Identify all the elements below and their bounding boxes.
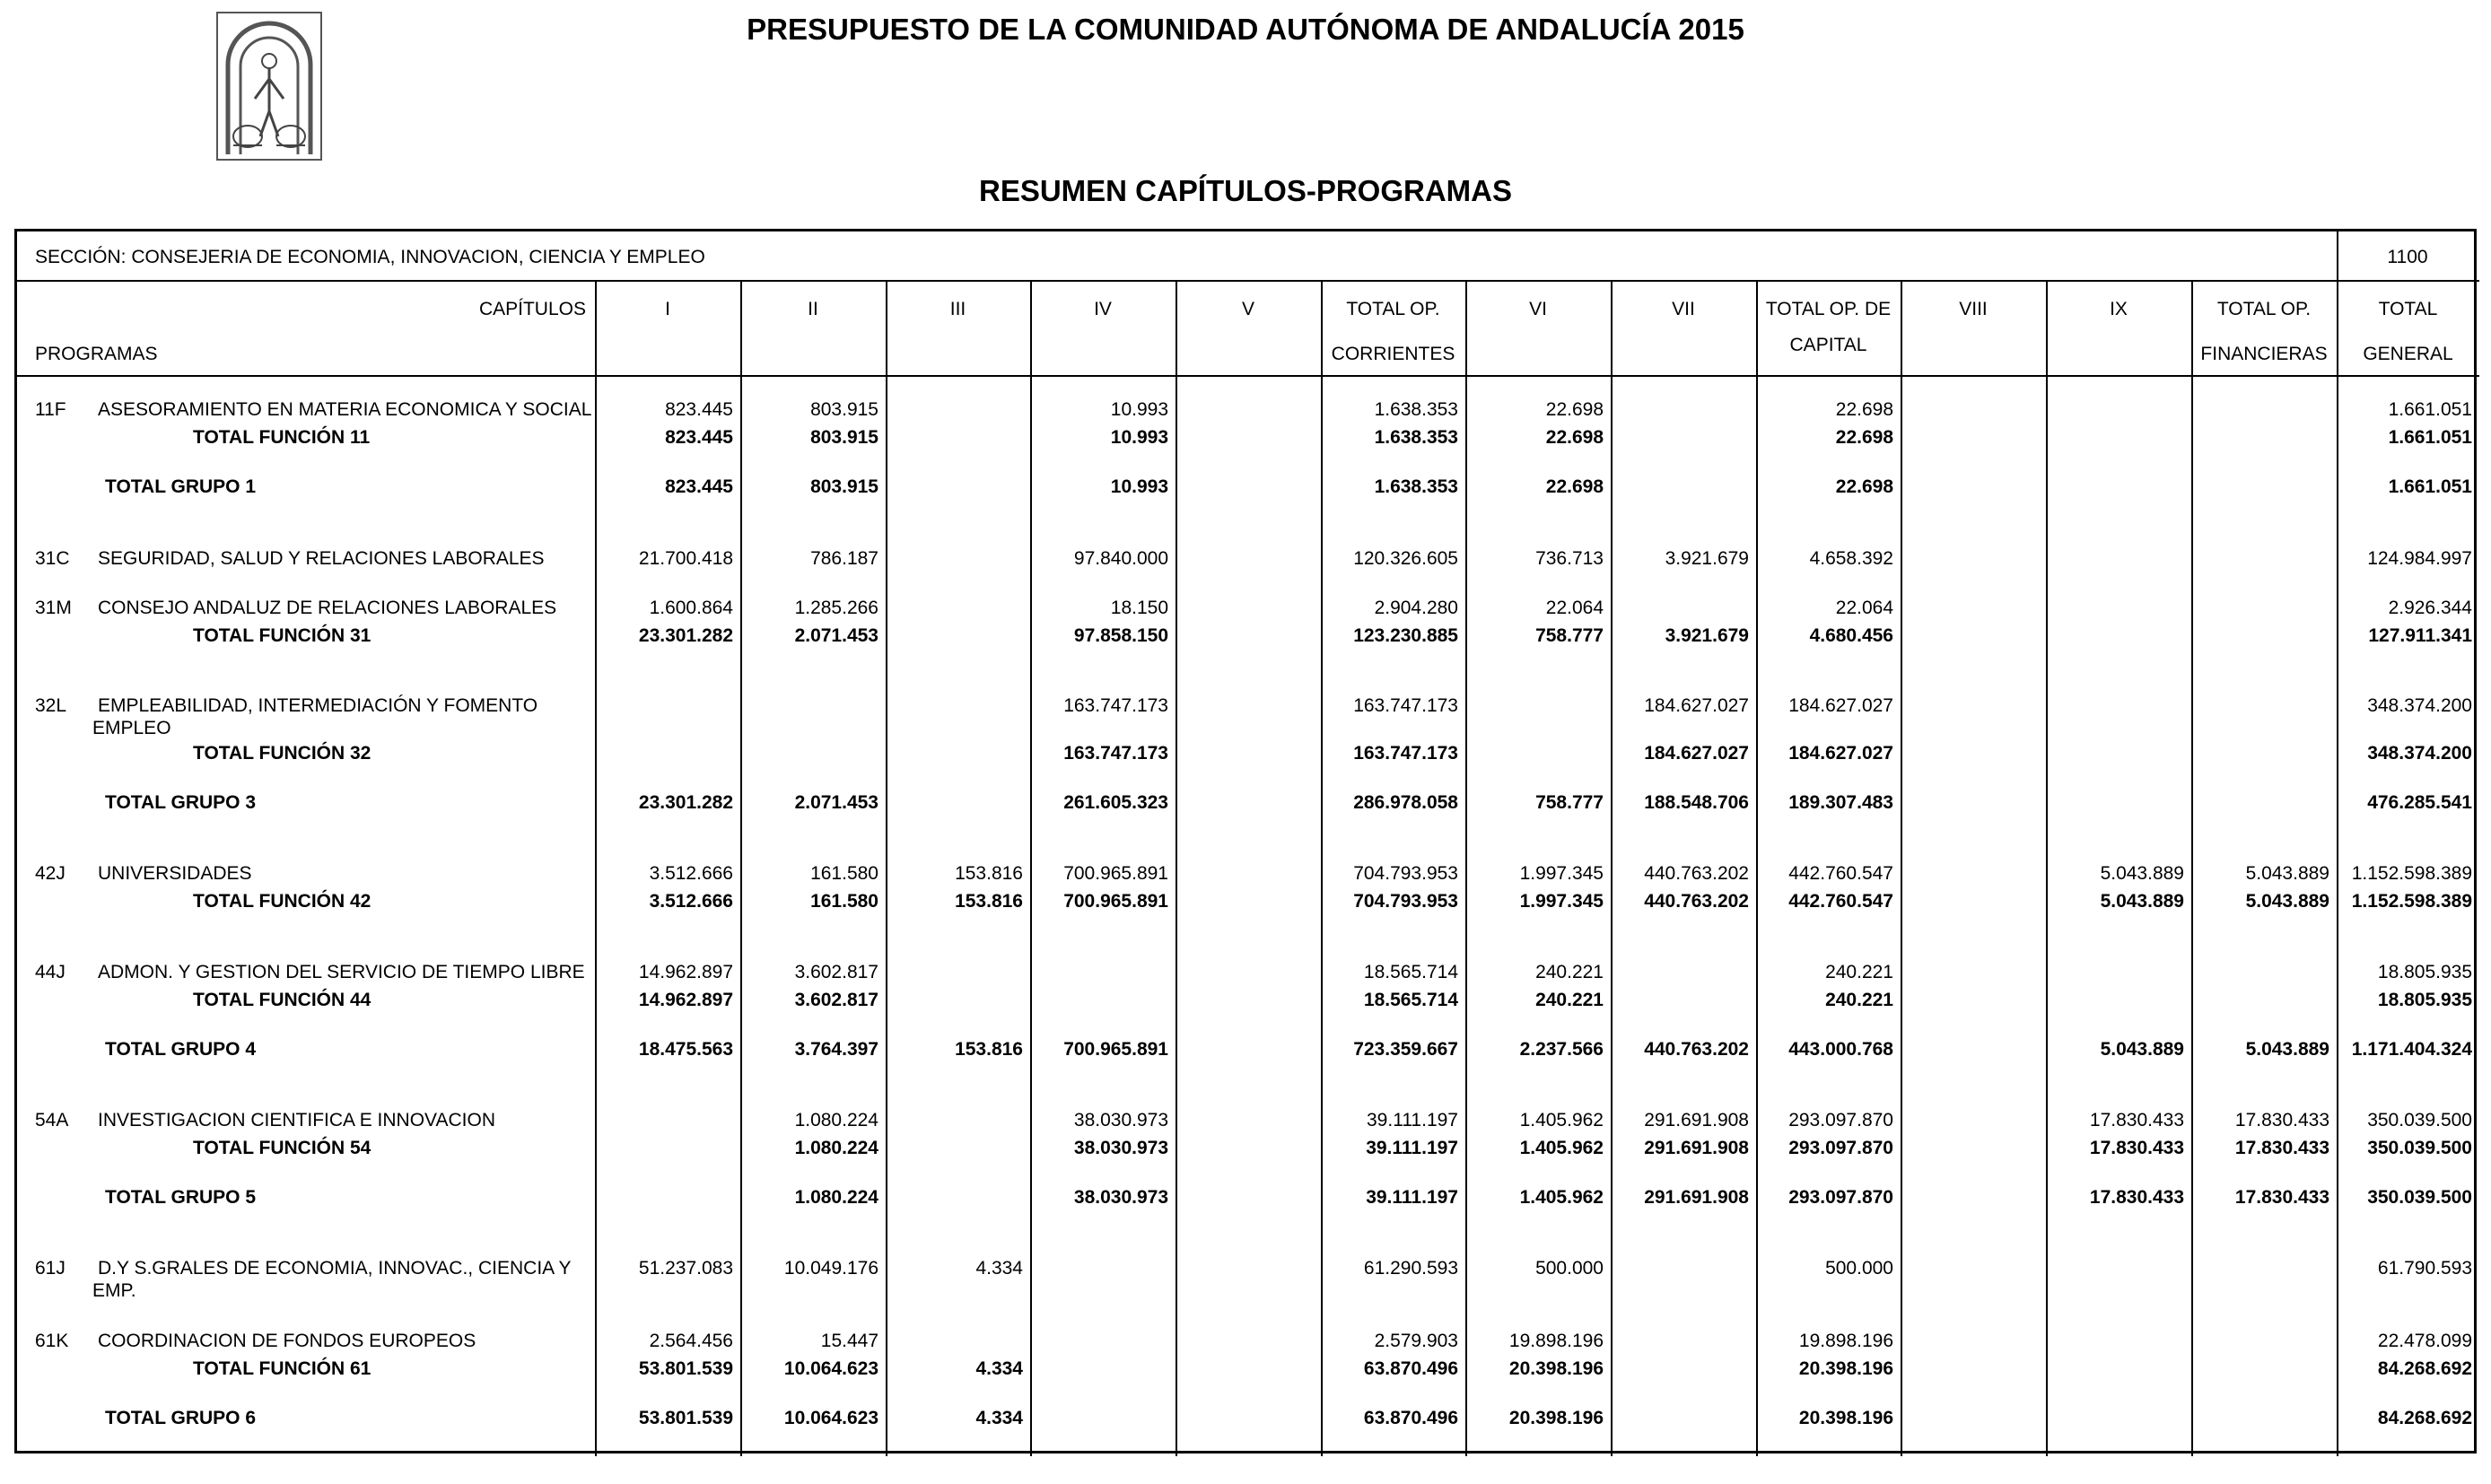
table-cell: 84.268.692	[2377, 1408, 2472, 1428]
table-cell: 20.398.196	[1798, 1358, 1893, 1379]
column-header-bottom: CAPITAL	[1789, 335, 1867, 355]
table-cell: 51.237.083	[638, 1258, 733, 1279]
table-cell: 10.064.623	[783, 1408, 878, 1428]
table-cell: 17.830.433	[2089, 1110, 2184, 1130]
table-cell: 350.039.500	[2367, 1187, 2472, 1208]
table-cell: 2.926.344	[2388, 598, 2472, 618]
table-cell: 348.374.200	[2367, 695, 2472, 716]
section-code: 1100	[2387, 247, 2428, 267]
column-header-top: VII	[1672, 299, 1695, 319]
table-cell: 18.150	[1110, 598, 1168, 618]
table-row-8	[21, 792, 2470, 814]
table-cell: 723.359.667	[1353, 1039, 1458, 1060]
table-cell: 22.698	[1835, 476, 1893, 497]
table-cell: 291.691.908	[1644, 1110, 1749, 1130]
table-cell: 3.921.679	[1665, 548, 1749, 569]
table-cell: 823.445	[665, 427, 733, 448]
table-row-12	[21, 990, 2470, 1011]
table-cell: 14.962.897	[638, 990, 733, 1010]
table-cell: 38.030.973	[1073, 1187, 1168, 1208]
program-code: 61J	[35, 1258, 66, 1279]
table-cell: 53.801.539	[638, 1358, 733, 1379]
table-cell: 19.898.196	[1798, 1331, 1893, 1351]
program-name: ASESORAMIENTO EN MATERIA ECONOMICA Y SOCIAL	[98, 399, 592, 420]
funcion-total-label: TOTAL FUNCIÓN 42	[193, 891, 371, 912]
table-cell: 53.801.539	[638, 1408, 733, 1428]
table-cell: 1.080.224	[794, 1187, 878, 1208]
table-cell: 84.268.692	[2377, 1358, 2472, 1379]
table-cell: 348.374.200	[2367, 743, 2472, 764]
table-row-19	[21, 1358, 2470, 1380]
column-header-top: VIII	[1959, 299, 1988, 319]
table-cell: 350.039.500	[2367, 1138, 2472, 1158]
table-cell: 127.911.341	[2368, 625, 2472, 646]
table-cell: 442.760.547	[1788, 891, 1893, 912]
programas-header: PROGRAMAS	[35, 344, 158, 364]
column-header-top: TOTAL OP.	[1346, 299, 1440, 319]
document-subtitle: RESUMEN CAPÍTULOS-PROGRAMAS	[978, 174, 1513, 207]
column-divider	[1901, 280, 1902, 1456]
program-name: ADMON. Y GESTION DEL SERVICIO DE TIEMPO LIBRE	[98, 962, 585, 982]
table-cell: 10.064.623	[783, 1358, 878, 1379]
table-cell: 2.071.453	[794, 625, 878, 646]
funcion-total-label: TOTAL FUNCIÓN 11	[193, 427, 371, 448]
table-cell: 823.445	[665, 399, 733, 420]
column-header-top: TOTAL OP. DE	[1765, 299, 1892, 319]
table-cell: 22.064	[1835, 598, 1893, 618]
table-cell: 161.580	[810, 891, 878, 912]
program-code: 42J	[35, 863, 66, 884]
column-header-top: V	[1241, 299, 1254, 319]
table-cell: 1.661.051	[2388, 427, 2472, 448]
table-cell: 3.602.817	[794, 962, 878, 982]
table-cell: 5.043.889	[2100, 1039, 2184, 1060]
header-divider	[17, 375, 2479, 377]
table-row-5	[21, 625, 2470, 647]
table-cell: 2.579.903	[1374, 1331, 1458, 1351]
table-cell: 20.398.196	[1508, 1358, 1604, 1379]
program-name: EMPLEABILIDAD, INTERMEDIACIÓN Y FOMENTO	[98, 695, 538, 716]
column-divider	[1176, 280, 1177, 1456]
table-cell: 23.301.282	[638, 792, 733, 813]
table-cell: 1.661.051	[2388, 399, 2472, 420]
table-cell: 440.763.202	[1644, 891, 1749, 912]
table-cell: 500.000	[1825, 1258, 1893, 1279]
table-cell: 4.658.392	[1809, 548, 1893, 569]
table-cell: 758.777	[1535, 625, 1604, 646]
table-cell: 443.000.768	[1788, 1039, 1893, 1060]
column-header-bottom: CORRIENTES	[1331, 344, 1455, 364]
table-row-2	[21, 476, 2470, 498]
program-name: CONSEJO ANDALUZ DE RELACIONES LABORALES	[98, 598, 557, 618]
table-cell: 1.152.598.389	[2351, 863, 2472, 884]
table-cell: 476.285.541	[2367, 792, 2472, 813]
section-label: SECCIÓN: CONSEJERIA DE ECONOMIA, INNOVACION, CIENCIA Y EMPLEO	[35, 247, 705, 267]
column-header-top: TOTAL	[2378, 299, 2438, 319]
program-code: 11F	[35, 399, 66, 420]
table-cell: 704.793.953	[1353, 863, 1458, 884]
funcion-total-label: TOTAL FUNCIÓN 61	[193, 1358, 371, 1379]
table-cell: 38.030.973	[1073, 1138, 1168, 1158]
table-cell: 14.962.897	[638, 962, 733, 982]
table-cell: 240.221	[1825, 990, 1893, 1010]
table-cell: 184.627.027	[1788, 743, 1893, 764]
table-cell: 39.111.197	[1367, 1110, 1458, 1130]
program-name-continued: EMPLEO	[92, 718, 171, 738]
table-cell: 189.307.483	[1788, 792, 1893, 813]
table-cell: 20.398.196	[1508, 1408, 1604, 1428]
table-cell: 153.816	[955, 891, 1023, 912]
table-cell: 97.840.000	[1073, 548, 1168, 569]
table-cell: 163.747.173	[1063, 695, 1168, 716]
table-cell: 442.760.547	[1788, 863, 1893, 884]
column-header-top: VI	[1529, 299, 1547, 319]
table-cell: 293.097.870	[1788, 1110, 1893, 1130]
table-cell: 18.565.714	[1363, 990, 1458, 1010]
program-code: 32L	[35, 695, 67, 716]
table-cell: 1.080.224	[794, 1110, 878, 1130]
table-cell: 153.816	[955, 1039, 1023, 1060]
table-cell: 700.965.891	[1063, 891, 1168, 912]
table-cell: 21.700.418	[638, 548, 733, 569]
program-code: 31M	[35, 598, 72, 618]
program-name: UNIVERSIDADES	[98, 863, 252, 884]
table-cell: 704.793.953	[1353, 891, 1458, 912]
table-cell: 123.230.885	[1353, 625, 1458, 646]
grupo-total-label: TOTAL GRUPO 3	[105, 792, 257, 813]
table-cell: 2.564.456	[649, 1331, 733, 1351]
table-cell: 18.475.563	[638, 1039, 733, 1060]
program-code: 31C	[35, 548, 70, 569]
column-header-top: IX	[2110, 299, 2128, 319]
table-cell: 293.097.870	[1788, 1138, 1893, 1158]
grupo-total-label: TOTAL GRUPO 1	[105, 476, 257, 497]
program-code: 44J	[35, 962, 66, 982]
table-cell: 153.816	[955, 863, 1023, 884]
table-cell: 736.713	[1535, 548, 1604, 569]
column-header-top: TOTAL OP.	[2216, 299, 2312, 319]
grupo-total-label: TOTAL GRUPO 5	[105, 1187, 257, 1208]
program-name: D.Y S.GRALES DE ECONOMIA, INNOVAC., CIENCIA Y	[98, 1258, 572, 1279]
table-cell: 5.043.889	[2100, 891, 2184, 912]
column-header-top: III	[949, 299, 966, 319]
table-cell: 758.777	[1535, 792, 1604, 813]
table-cell: 63.870.496	[1363, 1408, 1458, 1428]
table-row-20	[21, 1408, 2470, 1429]
table-cell: 1.080.224	[794, 1138, 878, 1158]
table-row-7	[21, 743, 2470, 764]
column-header-top: II	[808, 299, 818, 319]
table-cell: 39.111.197	[1366, 1138, 1458, 1158]
table-cell: 17.830.433	[2234, 1187, 2329, 1208]
table-cell: 823.445	[665, 476, 733, 497]
table-cell: 3.764.397	[794, 1039, 878, 1060]
program-name-continued: EMP.	[92, 1280, 136, 1301]
program-name: COORDINACION DE FONDOS EUROPEOS	[98, 1331, 476, 1351]
table-cell: 5.043.889	[2100, 863, 2184, 884]
table-cell: 1.638.353	[1374, 476, 1458, 497]
table-cell: 4.680.456	[1809, 625, 1893, 646]
table-cell: 22.698	[1835, 427, 1893, 448]
table-cell: 4.334	[975, 1358, 1023, 1379]
table-cell: 2.071.453	[794, 792, 878, 813]
table-cell: 786.187	[810, 548, 878, 569]
table-cell: 163.747.173	[1063, 743, 1168, 764]
table-cell: 10.993	[1110, 427, 1168, 448]
table-cell: 803.915	[810, 427, 878, 448]
table-cell: 10.993	[1110, 476, 1168, 497]
table-cell: 22.698	[1835, 399, 1893, 420]
grupo-total-label: TOTAL GRUPO 4	[105, 1039, 257, 1060]
table-cell: 22.698	[1545, 399, 1604, 420]
table-cell: 1.661.051	[2388, 476, 2472, 497]
column-header-bottom: FINANCIERAS	[2200, 344, 2328, 364]
table-cell: 18.805.935	[2377, 990, 2472, 1010]
table-cell: 2.904.280	[1374, 598, 1458, 618]
table-cell: 38.030.973	[1073, 1110, 1168, 1130]
table-cell: 19.898.196	[1508, 1331, 1604, 1351]
table-cell: 291.691.908	[1644, 1138, 1749, 1158]
table-cell: 1.405.962	[1519, 1138, 1604, 1158]
table-cell: 1.638.353	[1374, 427, 1458, 448]
table-cell: 1.997.345	[1519, 891, 1604, 912]
table-cell: 1.285.266	[794, 598, 878, 618]
table-cell: 4.334	[975, 1408, 1023, 1428]
table-cell: 22.698	[1545, 427, 1604, 448]
capitulos-header: CAPÍTULOS	[478, 299, 586, 319]
funcion-total-label: TOTAL FUNCIÓN 31	[193, 625, 371, 646]
document-title: PRESUPUESTO DE LA COMUNIDAD AUTÓNOMA DE ANDALUCÍA 2015	[747, 13, 1744, 46]
table-cell: 22.478.099	[2377, 1331, 2472, 1351]
table-row-1	[21, 427, 2470, 449]
funcion-total-label: TOTAL FUNCIÓN 32	[193, 743, 371, 764]
table-cell: 184.627.027	[1644, 743, 1749, 764]
table-cell: 22.698	[1545, 476, 1604, 497]
table-cell: 124.984.997	[2367, 548, 2472, 569]
table-cell: 15.447	[820, 1331, 878, 1351]
column-header-top: IV	[1094, 299, 1112, 319]
table-cell: 22.064	[1545, 598, 1604, 618]
table-cell: 700.965.891	[1063, 1039, 1168, 1060]
table-cell: 17.830.433	[2089, 1138, 2184, 1158]
table-cell: 5.043.889	[2245, 1039, 2329, 1060]
table-cell: 18.805.935	[2377, 962, 2472, 982]
funcion-total-label: TOTAL FUNCIÓN 44	[193, 990, 371, 1010]
table-cell: 286.978.058	[1353, 792, 1458, 813]
table-cell: 163.747.173	[1353, 743, 1458, 764]
table-cell: 240.221	[1535, 990, 1604, 1010]
table-cell: 63.870.496	[1363, 1358, 1458, 1379]
table-cell: 261.605.323	[1063, 792, 1168, 813]
table-cell: 23.301.282	[638, 625, 733, 646]
table-cell: 3.602.817	[794, 990, 878, 1010]
table-cell: 184.627.027	[1644, 695, 1749, 716]
table-cell: 97.858.150	[1073, 625, 1168, 646]
table-cell: 350.039.500	[2367, 1110, 2472, 1130]
column-header-top: I	[665, 299, 670, 319]
table-cell: 5.043.889	[2245, 891, 2329, 912]
table-cell: 61.290.593	[1363, 1258, 1458, 1279]
table-cell: 291.691.908	[1644, 1187, 1749, 1208]
program-name: INVESTIGACION CIENTIFICA E INNOVACION	[98, 1110, 495, 1130]
table-cell: 700.965.891	[1063, 863, 1168, 884]
table-cell: 440.763.202	[1644, 1039, 1749, 1060]
table-cell: 1.171.404.324	[2351, 1039, 2472, 1060]
table-cell: 4.334	[975, 1258, 1023, 1279]
table-cell: 61.790.593	[2377, 1258, 2472, 1279]
budget-table	[14, 229, 2477, 1453]
section-divider	[17, 280, 2479, 282]
table-cell: 1.405.962	[1519, 1110, 1604, 1130]
table-cell: 17.830.433	[2089, 1187, 2184, 1208]
table-cell: 39.111.197	[1366, 1187, 1458, 1208]
table-cell: 120.326.605	[1353, 548, 1458, 569]
column-header-bottom: GENERAL	[2363, 344, 2453, 364]
table-cell: 500.000	[1535, 1258, 1604, 1279]
table-cell: 3.921.679	[1665, 625, 1749, 646]
table-cell: 2.237.566	[1519, 1039, 1604, 1060]
table-cell: 803.915	[810, 476, 878, 497]
program-code: 54A	[35, 1110, 69, 1130]
table-cell: 440.763.202	[1644, 863, 1749, 884]
table-cell: 293.097.870	[1788, 1187, 1893, 1208]
table-cell: 163.747.173	[1353, 695, 1458, 716]
table-cell: 1.997.345	[1519, 863, 1604, 884]
table-cell: 5.043.889	[2245, 863, 2329, 884]
funcion-total-label: TOTAL FUNCIÓN 54	[193, 1138, 371, 1158]
table-cell: 17.830.433	[2234, 1138, 2329, 1158]
table-cell: 188.548.706	[1644, 792, 1749, 813]
table-cell: 3.512.666	[649, 863, 733, 884]
table-cell: 17.830.433	[2234, 1110, 2329, 1130]
program-name: SEGURIDAD, SALUD Y RELACIONES LABORALES	[98, 548, 545, 569]
table-cell: 3.512.666	[649, 891, 733, 912]
table-cell: 10.993	[1110, 399, 1168, 420]
table-cell: 240.221	[1535, 962, 1604, 982]
table-cell: 1.600.864	[649, 598, 733, 618]
grupo-total-label: TOTAL GRUPO 6	[105, 1408, 257, 1428]
table-cell: 161.580	[810, 863, 878, 884]
table-cell: 240.221	[1825, 962, 1893, 982]
table-cell: 184.627.027	[1788, 695, 1893, 716]
table-cell: 1.152.598.389	[2351, 891, 2472, 912]
table-cell: 1.405.962	[1519, 1187, 1604, 1208]
table-cell: 18.565.714	[1363, 962, 1458, 982]
table-cell: 1.638.353	[1374, 399, 1458, 420]
table-cell: 10.049.176	[783, 1258, 878, 1279]
table-cell: 20.398.196	[1798, 1408, 1893, 1428]
program-code: 61K	[35, 1331, 69, 1351]
table-cell: 803.915	[810, 399, 878, 420]
